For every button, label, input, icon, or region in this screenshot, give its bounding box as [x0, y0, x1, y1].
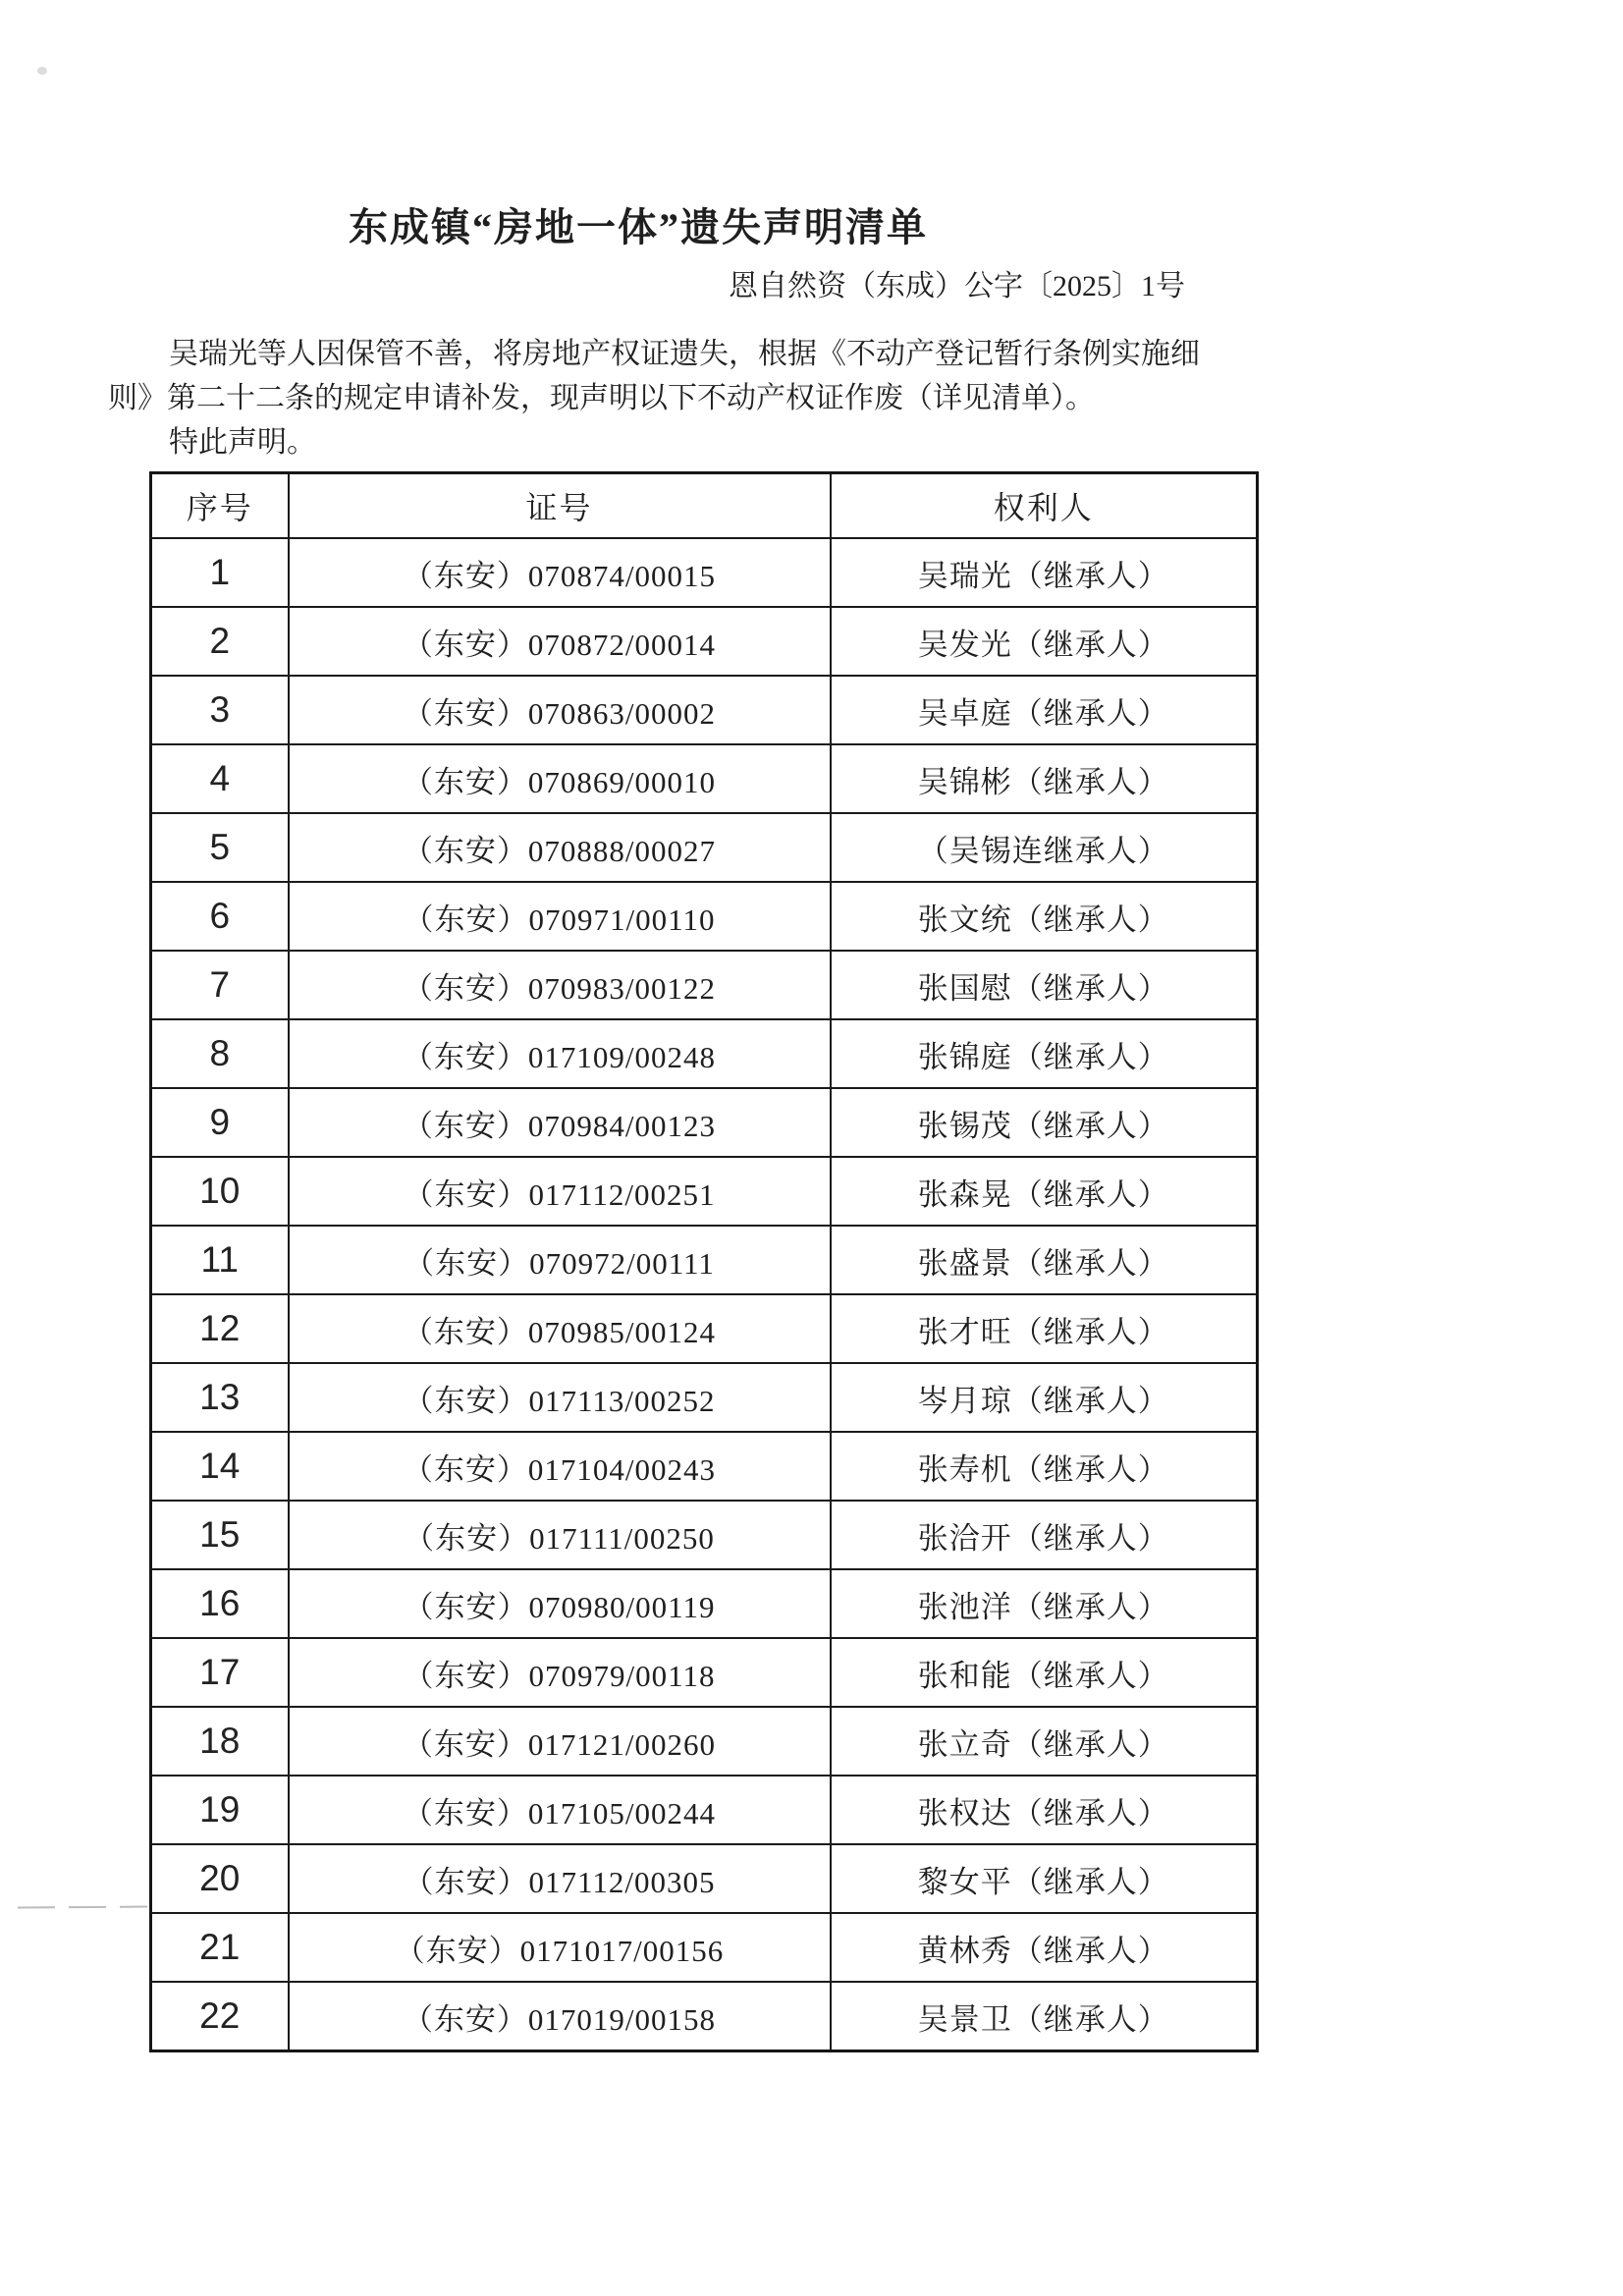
holder-cell: 张锡茂（继承人） [831, 1088, 1258, 1157]
cert-no-cell: （东安）017104/00243 [289, 1432, 831, 1501]
holder-cell: 张才旺（继承人） [831, 1294, 1258, 1363]
cert-no-cell: （东安）070985/00124 [289, 1294, 831, 1363]
holder-cell: 张权达（继承人） [831, 1776, 1258, 1844]
scan-speck-artifact [37, 67, 47, 75]
certificate-table-header [151, 473, 1258, 539]
table-row [151, 1569, 1258, 1638]
table-row [151, 1982, 1258, 2051]
table-row [151, 538, 1258, 607]
row-index-cell: 20 [151, 1844, 289, 1913]
row-index-cell: 7 [151, 951, 289, 1019]
table-row [151, 1913, 1258, 1982]
cert-no-cell: （东安）017111/00250 [289, 1501, 831, 1569]
table-row [151, 744, 1258, 813]
cert-no-cell: （东安）017019/00158 [289, 1982, 831, 2051]
table-row [151, 676, 1258, 744]
row-index-cell: 11 [151, 1226, 289, 1294]
holder-cell: 张寿机（继承人） [831, 1432, 1258, 1501]
header-cert-no: 证号 [289, 473, 831, 539]
row-index-cell: 22 [151, 1982, 289, 2051]
notice-line-3: 特此声明。 [169, 426, 316, 459]
holder-cell: 吴卓庭（继承人） [831, 676, 1258, 744]
cert-no-cell: （东安）070888/00027 [289, 813, 831, 882]
cert-no-cell: （东安）0171017/00156 [289, 1913, 831, 1982]
cert-no-cell: （东安）070874/00015 [289, 538, 831, 607]
row-index-cell: 5 [151, 813, 289, 882]
row-index-cell: 21 [151, 1913, 289, 1982]
header-row [151, 473, 1258, 539]
cert-no-cell: （东安）017112/00305 [289, 1844, 831, 1913]
row-index-cell: 15 [151, 1501, 289, 1569]
cert-no-cell: （东安）017121/00260 [289, 1707, 831, 1776]
table-row [151, 813, 1258, 882]
document-title: 东成镇“房地一体”遗失声明清单 [349, 205, 928, 249]
row-index-cell: 17 [151, 1638, 289, 1707]
row-index-cell: 2 [151, 607, 289, 676]
cert-no-cell: （东安）070979/00118 [289, 1638, 831, 1707]
holder-cell: 黎女平（继承人） [831, 1844, 1258, 1913]
holder-cell: 吴锦彬（继承人） [831, 744, 1258, 813]
row-index-cell: 6 [151, 882, 289, 951]
row-index-cell: 13 [151, 1363, 289, 1432]
cert-no-cell: （东安）070863/00002 [289, 676, 831, 744]
pencil-dash-artifact [18, 1906, 147, 1909]
holder-cell: 吴瑞光（继承人） [831, 538, 1258, 607]
cert-no-cell: （东安）070869/00010 [289, 744, 831, 813]
header-index: 序号 [151, 473, 289, 539]
row-index-cell: 9 [151, 1088, 289, 1157]
row-index-cell: 18 [151, 1707, 289, 1776]
row-index-cell: 14 [151, 1432, 289, 1501]
cert-no-cell: （东安）070983/00122 [289, 951, 831, 1019]
table-row [151, 1226, 1258, 1294]
table-row [151, 607, 1258, 676]
table-row [151, 1707, 1258, 1776]
row-index-cell: 12 [151, 1294, 289, 1363]
cert-no-cell: （东安）070971/00110 [289, 882, 831, 951]
notice-line-1: 吴瑞光等人因保管不善，将房地产权证遗失，根据《不动产登记暂行条例实施细 [169, 338, 1200, 370]
cert-no-cell: （东安）070980/00119 [289, 1569, 831, 1638]
row-index-cell: 8 [151, 1019, 289, 1088]
holder-cell: 张国慰（继承人） [831, 951, 1258, 1019]
certificate-table [149, 471, 1259, 2052]
table-row [151, 1638, 1258, 1707]
table-row [151, 1363, 1258, 1432]
notice-line-2: 则》第二十二条的规定申请补发，现声明以下不动产权证作废（详见清单）。 [108, 382, 1095, 414]
holder-cell: 张盛景（继承人） [831, 1226, 1258, 1294]
cert-no-cell: （东安）070872/00014 [289, 607, 831, 676]
holder-cell: 岑月琼（继承人） [831, 1363, 1258, 1432]
table-row [151, 882, 1258, 951]
table-row [151, 1432, 1258, 1501]
table-row [151, 1157, 1258, 1226]
holder-cell: 张和能（继承人） [831, 1638, 1258, 1707]
header-holder: 权利人 [831, 473, 1258, 539]
holder-cell: （吴锡连继承人） [831, 813, 1258, 882]
row-index-cell: 1 [151, 538, 289, 607]
cert-table-body [151, 538, 1258, 2051]
document-reference-number: 恩自然资（东成）公字〔2025〕1号 [729, 270, 1185, 302]
row-index-cell: 3 [151, 676, 289, 744]
table-row [151, 1844, 1258, 1913]
holder-cell: 吴发光（继承人） [831, 607, 1258, 676]
row-index-cell: 16 [151, 1569, 289, 1638]
notice-paragraph [108, 332, 1200, 465]
table-row [151, 1019, 1258, 1088]
table-row [151, 1294, 1258, 1363]
cert-no-cell: （东安）017113/00252 [289, 1363, 831, 1432]
table-row [151, 1776, 1258, 1844]
cert-no-cell: （东安）070984/00123 [289, 1088, 831, 1157]
holder-cell: 张池洋（继承人） [831, 1569, 1258, 1638]
holder-cell: 张锦庭（继承人） [831, 1019, 1258, 1088]
cert-no-cell: （东安）017105/00244 [289, 1776, 831, 1844]
cert-no-cell: （东安）070972/00111 [289, 1226, 831, 1294]
holder-cell: 吴景卫（继承人） [831, 1982, 1258, 2051]
table-row [151, 951, 1258, 1019]
cert-no-cell: （东安）017109/00248 [289, 1019, 831, 1088]
row-index-cell: 19 [151, 1776, 289, 1844]
holder-cell: 张森晃（继承人） [831, 1157, 1258, 1226]
holder-cell: 张立奇（继承人） [831, 1707, 1258, 1776]
row-index-cell: 4 [151, 744, 289, 813]
cert-no-cell: （东安）017112/00251 [289, 1157, 831, 1226]
holder-cell: 张文统（继承人） [831, 882, 1258, 951]
holder-cell: 黄林秀（继承人） [831, 1913, 1258, 1982]
table-row [151, 1501, 1258, 1569]
table-row [151, 1088, 1258, 1157]
holder-cell: 张洽开（继承人） [831, 1501, 1258, 1569]
row-index-cell: 10 [151, 1157, 289, 1226]
